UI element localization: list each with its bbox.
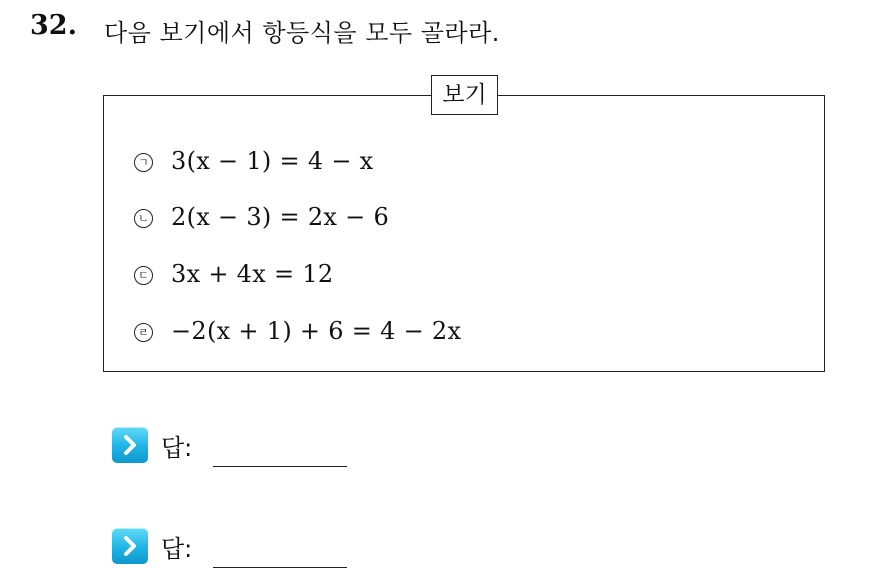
example-item-3 <box>134 259 333 289</box>
item-marker: ㄱ <box>134 153 153 172</box>
answer-row-1 <box>112 427 192 463</box>
chevron-right-icon <box>112 427 148 463</box>
answer-blank-1[interactable] <box>213 466 347 467</box>
item-marker: ㄴ <box>134 209 153 228</box>
answer-label: 답: <box>161 433 193 462</box>
chevron-right-icon <box>112 528 148 564</box>
answer-blank-2[interactable] <box>213 567 347 568</box>
question-number: 32. <box>30 10 77 41</box>
example-item-4 <box>134 316 461 346</box>
answer-label: 답: <box>161 534 193 563</box>
example-item-2 <box>134 202 389 232</box>
item-expression: 3x + 4x = 12 <box>171 260 334 288</box>
answer-row-2 <box>112 528 192 564</box>
item-expression: 2(x − 3) = 2x − 6 <box>171 203 390 231</box>
example-item-1 <box>134 146 374 176</box>
item-marker: ㄹ <box>134 323 153 342</box>
example-box-title: 보기 <box>431 75 498 115</box>
item-expression: −2(x + 1) + 6 = 4 − 2x <box>171 317 462 345</box>
item-expression: 3(x − 1) = 4 − x <box>171 147 374 175</box>
question-text: 다음 보기에서 항등식을 모두 골라라. <box>104 19 500 47</box>
item-marker: ㄷ <box>134 266 153 285</box>
